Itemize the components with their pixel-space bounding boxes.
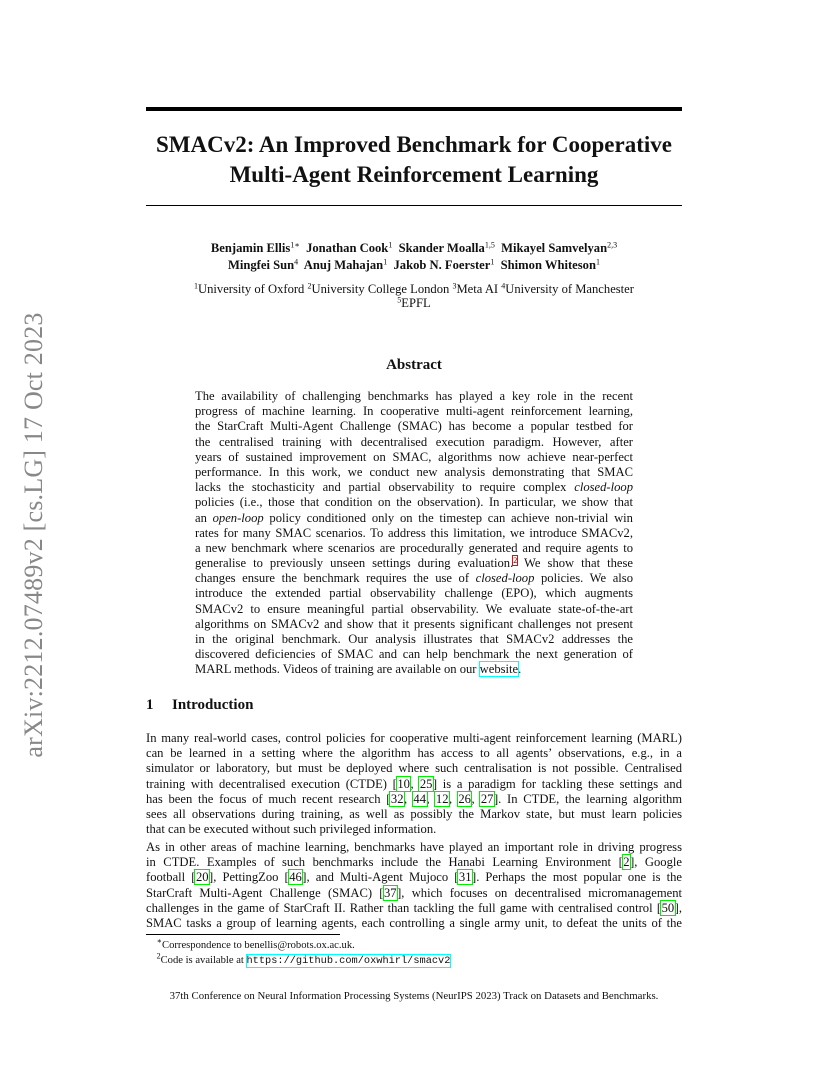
intro-paragraph-2 <box>146 840 682 931</box>
body-line: has been the focus of much recent research [32, 44, 12, 26, 27]. In CTDE, the learning algorithm <box>146 791 683 806</box>
affiliation: Meta AI <box>456 282 499 296</box>
author-affil-sup: 1∗ <box>290 240 300 250</box>
abstract-text: . <box>518 662 522 677</box>
body-line: sees all observations during training, as well as possibly the Markov state, but must learn policies <box>146 806 682 821</box>
abstract-line <box>195 480 633 495</box>
affiliations <box>146 282 682 310</box>
citation-link[interactable]: 26 <box>458 791 471 806</box>
abstract-body <box>195 389 633 678</box>
abstract-heading: Abstract <box>386 357 442 373</box>
arxiv-stamp <box>4 312 64 758</box>
body-line <box>146 886 682 901</box>
abstract-line <box>195 571 633 586</box>
body-text: StarCraft Multi-Agent Challenge (SMAC) [ <box>146 885 384 900</box>
abstract-text: We show that these <box>517 556 633 571</box>
title-line-1: SMACv2: An Improved Benchmark for Cooperative <box>156 132 672 157</box>
footnote-rule <box>146 934 340 935</box>
affiliation: EPFL <box>401 296 431 310</box>
abstract-line: rates for many SMAC scenarios. To address this limitation, we introduce SMACv2, <box>195 525 633 540</box>
abstract-text: generalise to previously unseen settings during evaluation. <box>195 556 514 571</box>
author-name: Benjamin Ellis <box>210 241 291 255</box>
citation-link[interactable]: 12 <box>435 791 449 806</box>
body-line: As in other areas of machine learning, benchmarks have played an important role in driving progress <box>146 840 682 854</box>
affiliation: University College London <box>311 282 450 296</box>
abstract-line: SMACv2 to ensure meaningful partial observability. We evaluate state-of-the-art <box>195 601 633 616</box>
abstract-emphasis: closed-loop <box>475 571 535 586</box>
abstract-line: the StarCraft Multi-Agent Challenge (SMAC) has become a popular testbed for <box>195 419 633 434</box>
body-text: ], PettingZoo [ <box>209 870 289 885</box>
affiliation-sup: 2 <box>307 281 312 291</box>
author-line-1 <box>146 240 682 257</box>
abstract-text: changes ensure the benchmark requires the use of <box>195 571 476 586</box>
footnote-2 <box>146 953 682 969</box>
abstract-line: years of sustained improvement on SMAC, algorithms now achieve near-perfect <box>195 449 633 464</box>
abstract-line: policies (i.e., those that condition on the observation). In particular, we show that <box>195 495 633 510</box>
body-line: SMAC tasks a group of learning agents, each controlling a single army unit, to defeat the units of the <box>146 915 682 930</box>
author-name: Anuj Mahajan <box>303 258 384 272</box>
venue-note: 37th Conference on Neural Information Processing Systems (NeurIPS 2023) Track on Datasets and Benchmarks. <box>169 990 659 1002</box>
footnote-1 <box>146 938 682 953</box>
author-name: Skander Moalla <box>398 241 485 255</box>
body-text: ]. Perhaps the most popular one is the <box>472 870 683 885</box>
author-affil-sup: 1 <box>490 257 495 267</box>
citation-link[interactable]: 46 <box>289 870 302 885</box>
body-line: can be learned in a setting where the algorithm has access to all agents’ observations, e.g., in a <box>146 746 682 761</box>
author-affil-sup: 1 <box>383 257 388 267</box>
author-name: Mikayel Samvelyan <box>501 241 608 255</box>
body-line: that can be executed without such privileged information. <box>146 822 437 837</box>
body-line <box>146 855 682 870</box>
abstract-emphasis: open-loop <box>212 510 264 525</box>
footnote-mark: 2 <box>156 951 161 961</box>
abstract-line: discovered deficiencies of SMAC and can help benchmark the next generation of <box>195 647 633 662</box>
citation-link[interactable]: 37 <box>384 885 397 900</box>
body-line: training with decentralised execution (CTDE) [10, 25] is a paradigm for tackling these settings and <box>146 776 682 791</box>
author-affil-sup: 2,3 <box>607 240 618 250</box>
affiliation-sup: 1 <box>194 281 199 291</box>
affiliation-line-2 <box>146 296 682 310</box>
footnote-2-link[interactable]: 2 <box>513 555 518 565</box>
author-list <box>146 240 682 274</box>
author-line-2 <box>146 257 682 274</box>
affiliation-sup: 5 <box>397 295 402 305</box>
abstract-line: the centralised training with decentralised execution paradigm. However, after <box>195 434 633 449</box>
abstract-text: lacks the stochasticity and partial observability to require complex <box>195 480 575 495</box>
body-text: ], <box>674 900 682 915</box>
body-line: In many real-world cases, control policies for cooperative multi-agent reinforcement learning (MARL) <box>146 731 682 745</box>
body-text: challenges in the game of StarCraft II. Rather than tackling the full game with centralised control [ <box>146 900 662 915</box>
abstract-line: introduce the extended partial observability challenge (EPO), which augments <box>195 586 633 601</box>
body-line <box>146 870 682 885</box>
affiliation-line-1 <box>146 282 682 296</box>
abstract-line: a new benchmark where scenarios are procedurally generated and require agents to <box>195 540 633 555</box>
abstract-line: in the original benchmark. Our analysis illustrates that SMACv2 addresses the <box>195 632 633 646</box>
body-line: simulator or laboratory, but must be deployed where such centralisation is not possible. Centralised <box>146 761 682 776</box>
github-link[interactable]: https://github.com/oxwhirl/smacv2 <box>246 955 451 967</box>
author-affil-sup: 1 <box>595 257 600 267</box>
citation-link[interactable]: 2 <box>623 855 630 870</box>
affiliation: University of Oxford <box>198 282 305 296</box>
body-text: in CTDE. Examples of such benchmarks include the Hanabi Learning Environment [ <box>146 855 623 870</box>
affiliation-sup: 3 <box>452 281 457 291</box>
website-link[interactable]: website <box>479 662 519 677</box>
citation-link[interactable]: 27 <box>480 791 494 806</box>
body-text: ], Google <box>630 855 682 870</box>
body-text: ], and Multi-Agent Mujoco [ <box>302 870 459 885</box>
abstract-line: performance. In this work, we conduct new analysis demonstrating that SMAC <box>195 464 633 479</box>
author-name: Jonathan Cook <box>306 241 389 255</box>
body-line <box>146 901 682 916</box>
citation-link[interactable]: 25 <box>419 776 433 791</box>
citation-link[interactable]: 31 <box>458 870 472 885</box>
abstract-line: algorithms on SMACv2 and show that it presents significant challenges not present <box>195 616 633 631</box>
abstract-line: progress of machine learning. In cooperative multi-agent reinforcement learning, <box>195 404 633 419</box>
abstract-text: MARL methods. Videos of training are available on our <box>195 662 480 677</box>
section-heading-introduction <box>146 697 253 714</box>
body-text: training with decentralised execution (CTDE) [ <box>146 776 397 791</box>
section-number: 1 <box>146 697 154 713</box>
author-affil-sup: 4 <box>294 257 299 267</box>
paper-title <box>146 130 682 190</box>
author-name: Jakob N. Foerster <box>393 258 491 272</box>
body-text: ] is a paradigm for tackling these settings and <box>432 776 682 791</box>
author-name: Shimon Whiteson <box>500 258 596 272</box>
footnotes <box>146 938 682 969</box>
arxiv-id: arXiv:2212.07489v2 [cs.LG] 17 Oct 2023 <box>19 312 48 758</box>
abstract-line: The availability of challenging benchmarks has played a key role in the recent <box>195 389 633 403</box>
citation-link[interactable]: 20 <box>195 870 209 885</box>
citation-link[interactable]: 50 <box>661 900 675 915</box>
footnote-text: Correspondence to benellis@robots.ox.ac.uk. <box>162 940 355 951</box>
section-title: Introduction <box>172 697 254 713</box>
title-line-2: Multi-Agent Reinforcement Learning <box>229 162 599 187</box>
title-bottom-rule <box>146 205 682 206</box>
body-text: football [ <box>146 870 196 885</box>
abstract-line <box>195 662 633 677</box>
body-text: ]. In CTDE, the learning algorithm <box>493 791 683 806</box>
affiliation-sup: 4 <box>501 281 506 291</box>
citation-link[interactable]: 44 <box>413 791 426 806</box>
footnote-mark: ∗ <box>156 936 163 946</box>
abstract-text: an <box>195 510 213 525</box>
abstract-emphasis: closed-loop <box>574 480 633 495</box>
abstract-text: policies. We also <box>534 571 633 586</box>
author-affil-sup: 1 <box>388 240 393 250</box>
title-top-rule <box>146 107 682 111</box>
body-text: ], which focuses on decentralised micromanagement <box>397 885 683 900</box>
citation-link[interactable]: 10 <box>397 776 410 791</box>
affiliation: University of Manchester <box>505 282 634 296</box>
citation-link[interactable]: 32 <box>390 791 404 806</box>
abstract-line <box>195 511 633 526</box>
footnote-text: Code is available at <box>160 955 247 966</box>
abstract-text: policy conditioned only on the timestep can achieve non-trivial win <box>263 510 633 525</box>
body-text: has been the focus of much recent research [ <box>146 791 391 806</box>
author-affil-sup: 1,5 <box>484 240 495 250</box>
author-name: Mingfei Sun <box>228 258 295 272</box>
abstract-line <box>195 556 633 571</box>
intro-paragraph-1 <box>146 731 682 837</box>
